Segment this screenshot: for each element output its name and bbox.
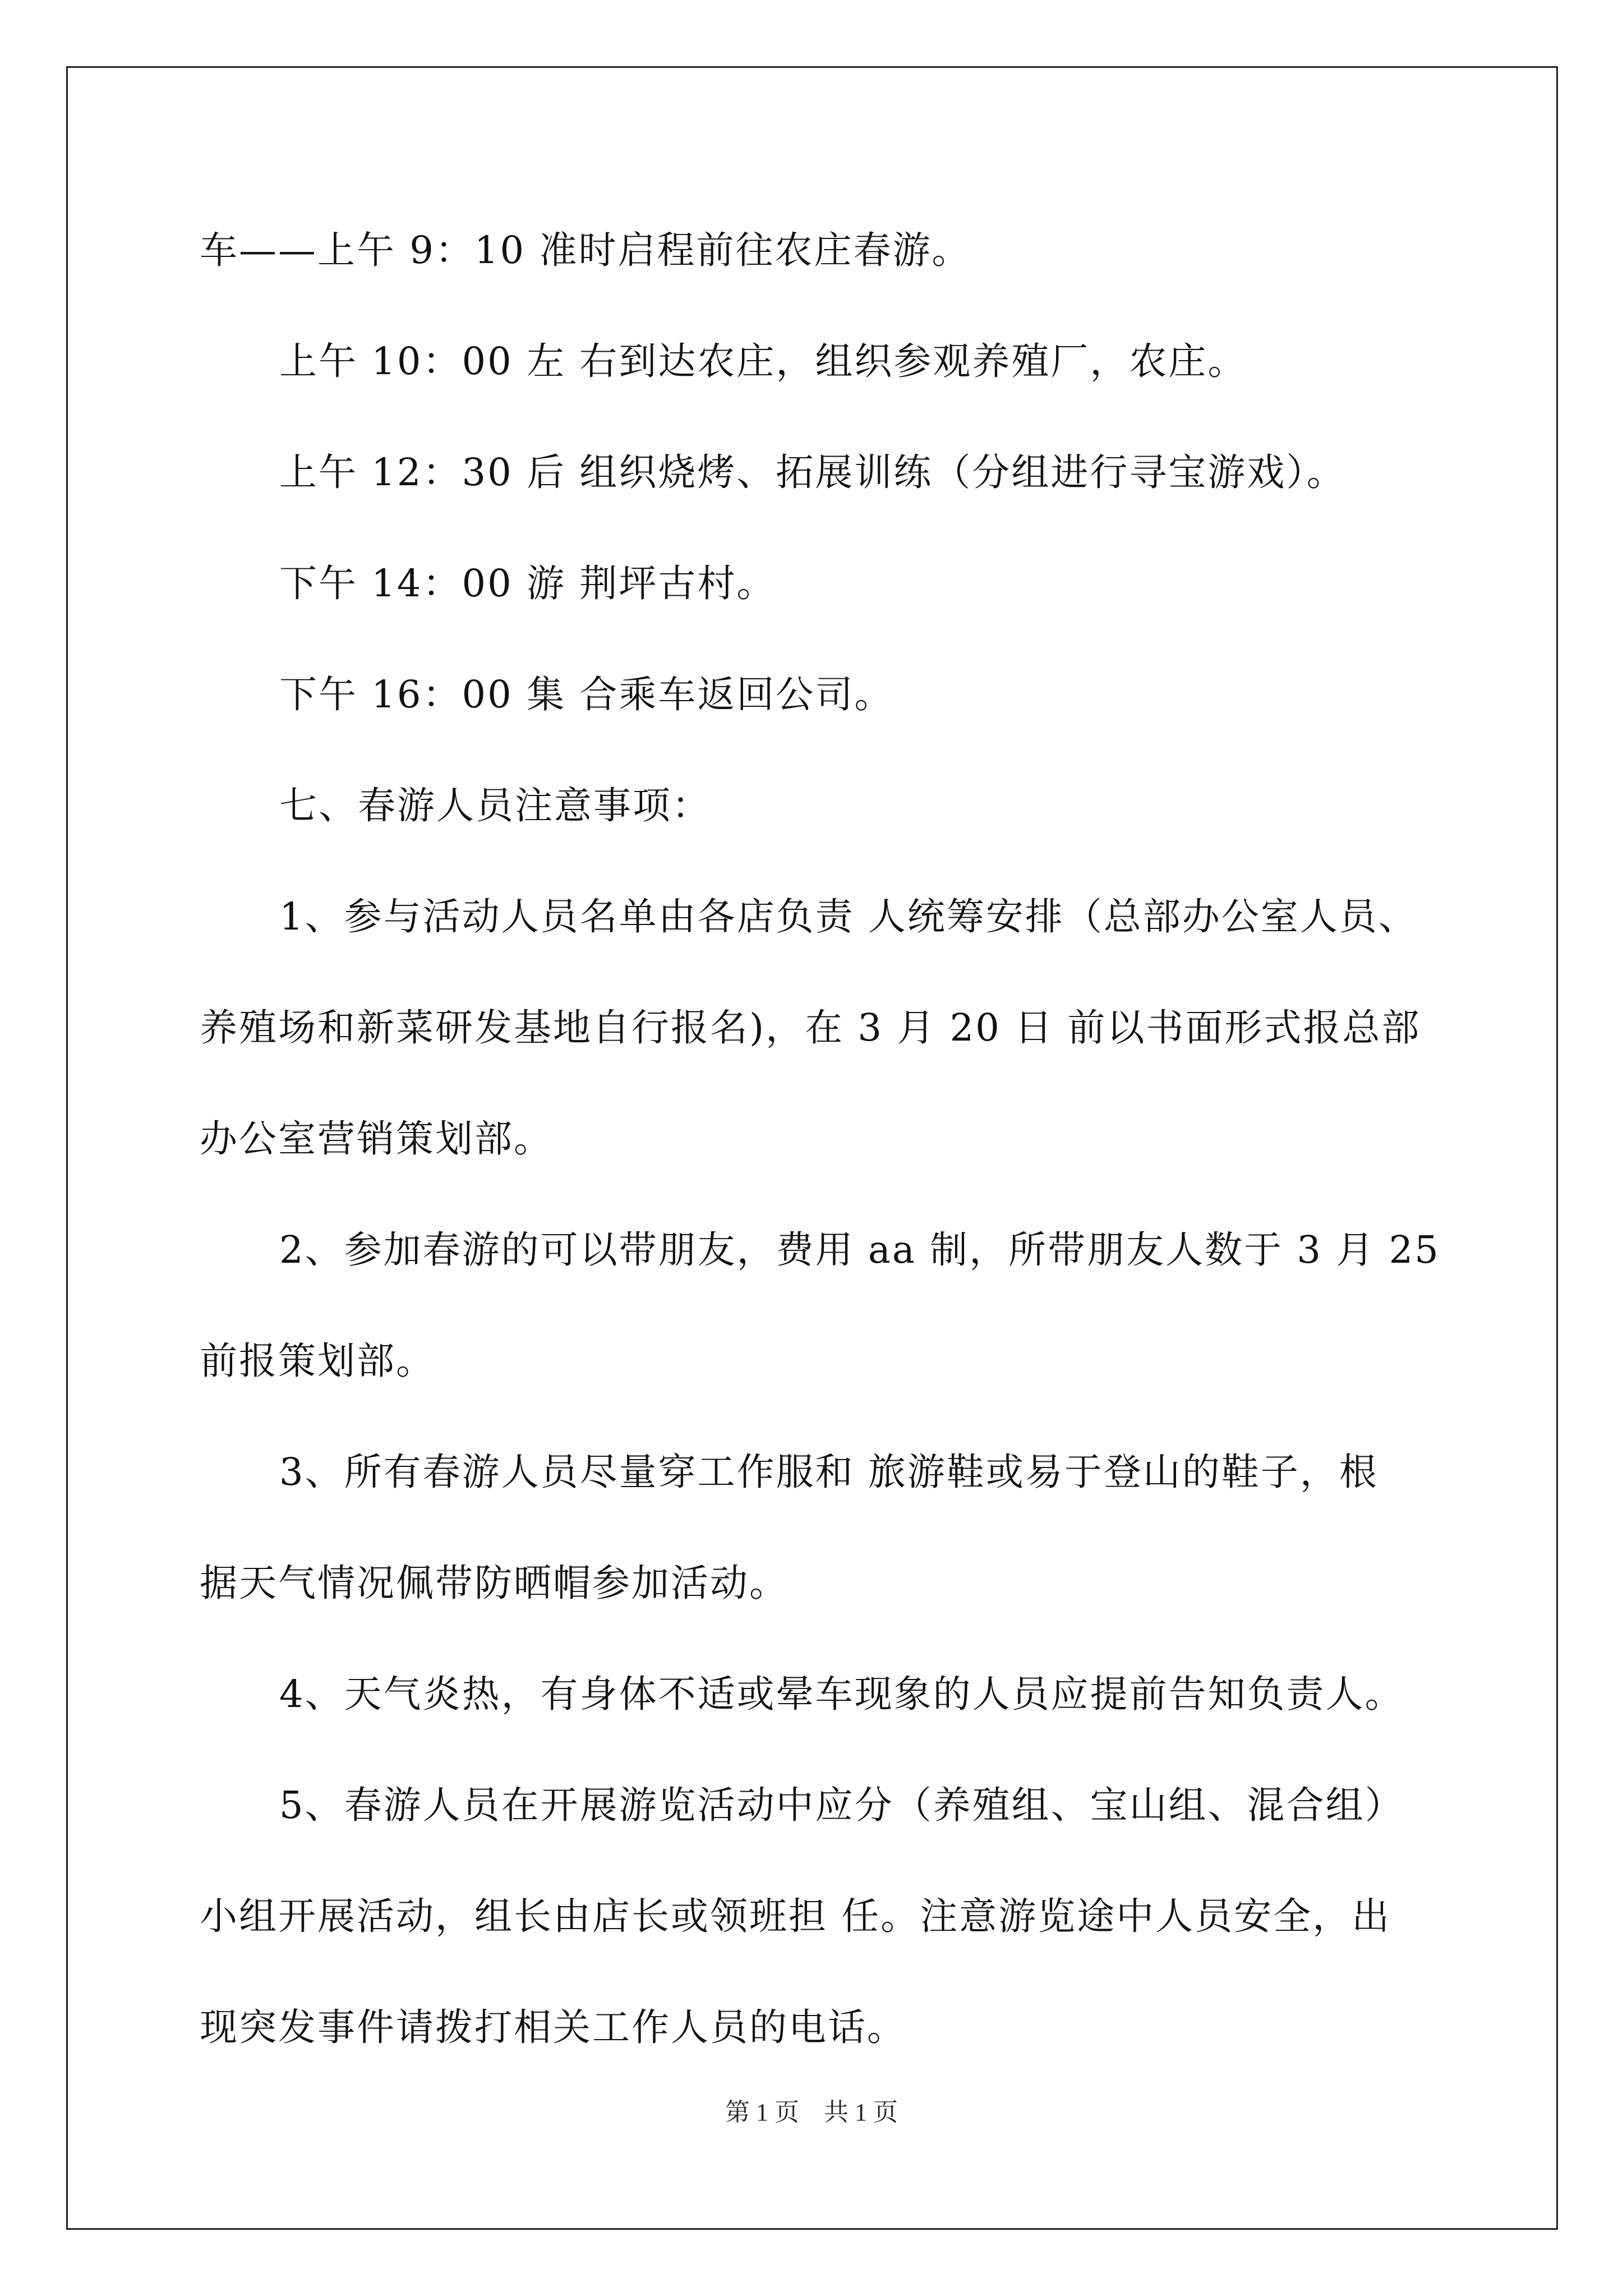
- text-line: 下午 14：00 游 荆坪古村。: [279, 562, 776, 605]
- text-line: 4、天气炎热，有身体不适或晕车现象的人员应提前告知负责人。: [279, 1672, 1404, 1716]
- text-line: 上午 10：00 左 右到达农庄，组织参观养殖厂，农庄。: [279, 339, 1247, 383]
- text-line: 1、参与活动人员名单由各店负责 人统筹安排（总部办公室人员、: [279, 895, 1418, 938]
- section-heading: 七、春游人员注意事项：: [279, 784, 711, 827]
- text-line: 小组开展活动，组长由店长或领班担 任。注意游览途中人员安全，出: [200, 1894, 1391, 1938]
- text-line: 3、所有春游人员尽量穿工作服和 旅游鞋或易于登山的鞋子，根: [279, 1450, 1378, 1494]
- page-footer: 第 1 页 共 1 页: [725, 2099, 898, 2126]
- text-line: 据天气情况佩带防晒帽参加活动。: [200, 1561, 789, 1605]
- text-line: 养殖场和新菜研发基地自行报名)，在 3 月 20 日 前以书面形式报总部: [200, 1006, 1421, 1050]
- text-line: 下午 16：00 集 合乘车返回公司。: [279, 673, 894, 716]
- text-line: 上午 12：30 后 组织烧烤、拓展训练（分组进行寻宝游戏）。: [279, 450, 1346, 494]
- text-line: 办公室营销策划部。: [200, 1117, 553, 1161]
- text-line: 前报策划部。: [200, 1339, 435, 1383]
- text-line: 2、参加春游的可以带朋友，费用 aa 制，所带朋友人数于 3 月 25: [279, 1228, 1440, 1272]
- text-line: 现突发事件请拨打相关工作人员的电话。: [200, 2005, 906, 2049]
- text-line: 5、春游人员在开展游览活动中应分（养殖组、宝山组、混合组）: [279, 1783, 1404, 1827]
- text-line: 车——上午 9：10 准时启程前往农庄春游。: [200, 228, 971, 272]
